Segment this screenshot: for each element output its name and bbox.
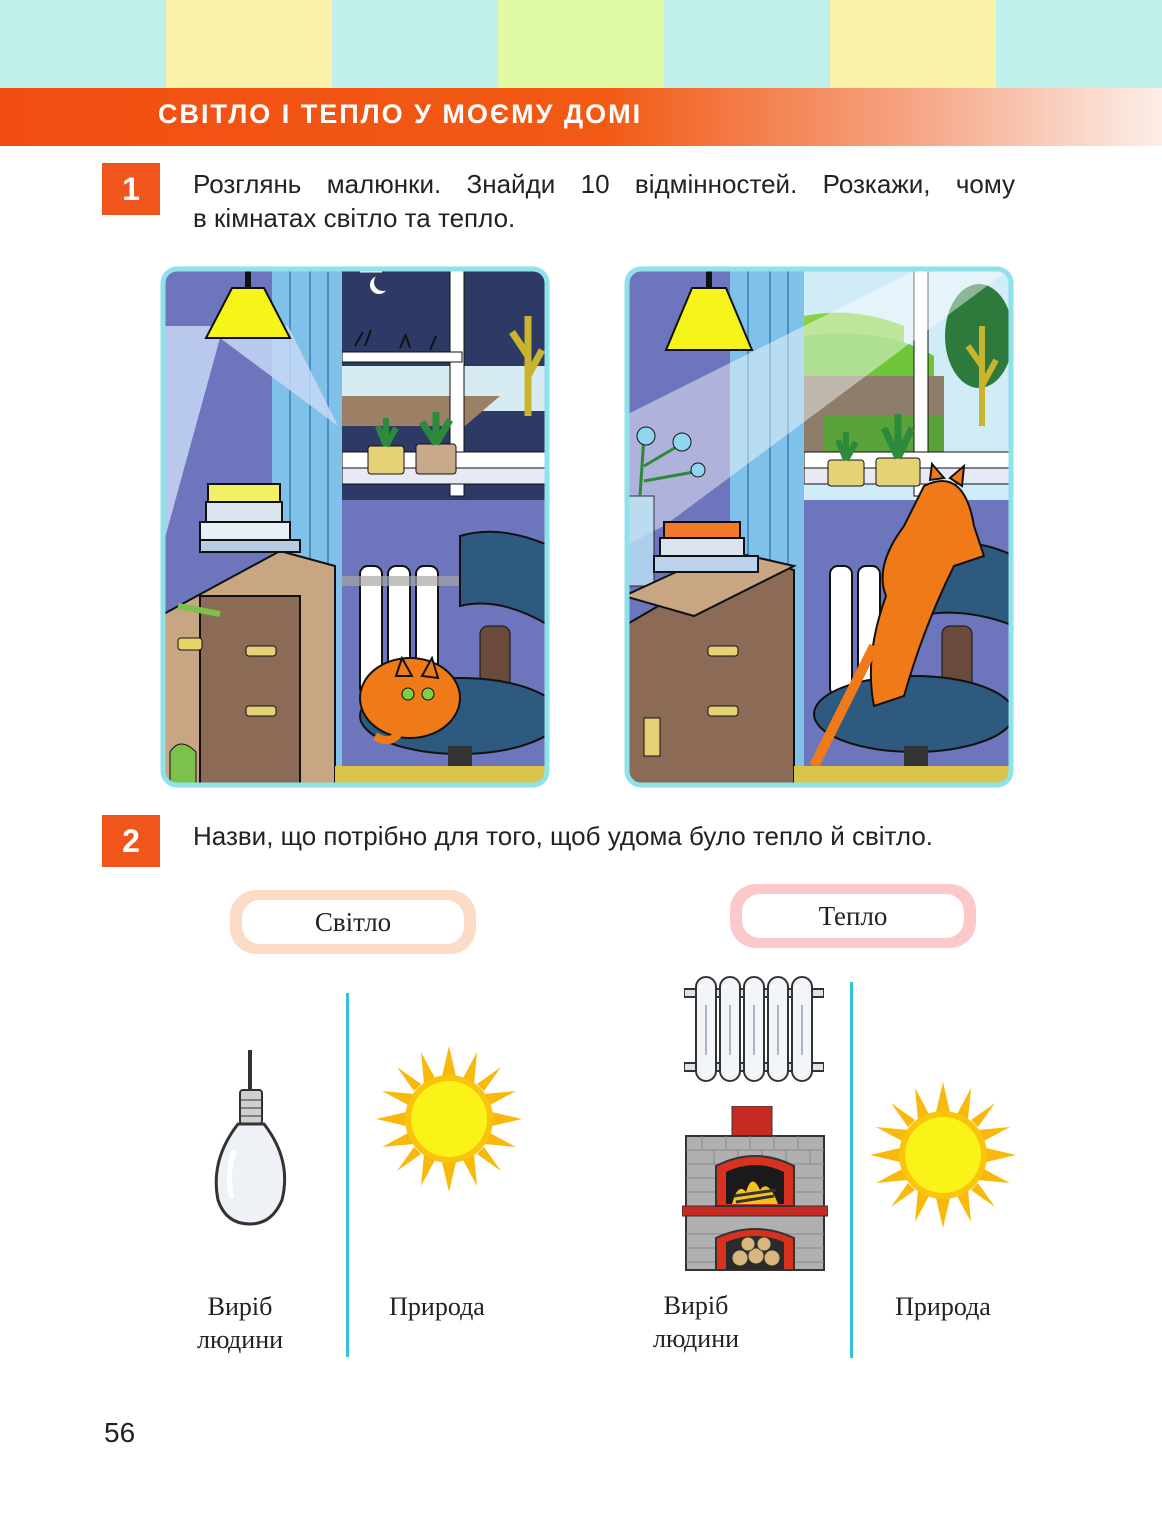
stripe: [664, 0, 830, 88]
light-nature-caption: Природа: [389, 1292, 485, 1321]
day-room-illustration: [624, 266, 1014, 788]
caption-line: людини: [652, 1324, 740, 1353]
radiator-icon: [684, 975, 824, 1090]
light-human-made-caption: [180, 1290, 300, 1356]
warm-human-made-caption: [636, 1289, 756, 1355]
caption-line: Виріб: [663, 1291, 729, 1320]
page-number: 56: [104, 1417, 136, 1448]
warm-label: Тепло: [742, 894, 964, 938]
stripe: [498, 0, 664, 88]
stripe: [996, 0, 1162, 88]
stripe: [830, 0, 996, 88]
sun-icon: [376, 1046, 522, 1197]
warm-divider: [850, 982, 853, 1358]
caption-line: людини: [196, 1325, 284, 1354]
night-room-illustration: [160, 266, 550, 788]
task-number-badge: 1: [102, 163, 160, 215]
warm-nature-caption: Природа: [895, 1292, 991, 1321]
title-banner: [0, 88, 1162, 146]
caption-line: Виріб: [207, 1292, 273, 1321]
task1-instruction: [193, 167, 1015, 235]
task2-instruction: Назви, що потрібно для того, щоб удома було тепло й світло.: [193, 821, 934, 851]
task-number-badge: 2: [102, 815, 160, 867]
stripe: [0, 0, 166, 88]
warm-category-label: [730, 884, 976, 948]
fireplace-icon: [682, 1106, 828, 1277]
light-bulb-icon: [210, 1050, 294, 1233]
light-label: Світло: [242, 900, 464, 944]
sun-icon: [870, 1082, 1016, 1233]
header-color-stripes: [0, 0, 1162, 88]
page-title: СВІТЛО І ТЕПЛО У МОЄМУ ДОМІ: [158, 99, 643, 129]
stripe: [166, 0, 332, 88]
task1-text-line1: Розглянь малюнки. Знайди 10 відмінностей. Розкажи, чому: [193, 169, 1015, 199]
light-category-label: [230, 890, 476, 954]
task1-text-line2: в кімнатах світло та тепло.: [193, 203, 516, 233]
stripe: [332, 0, 498, 88]
light-divider: [346, 993, 349, 1357]
